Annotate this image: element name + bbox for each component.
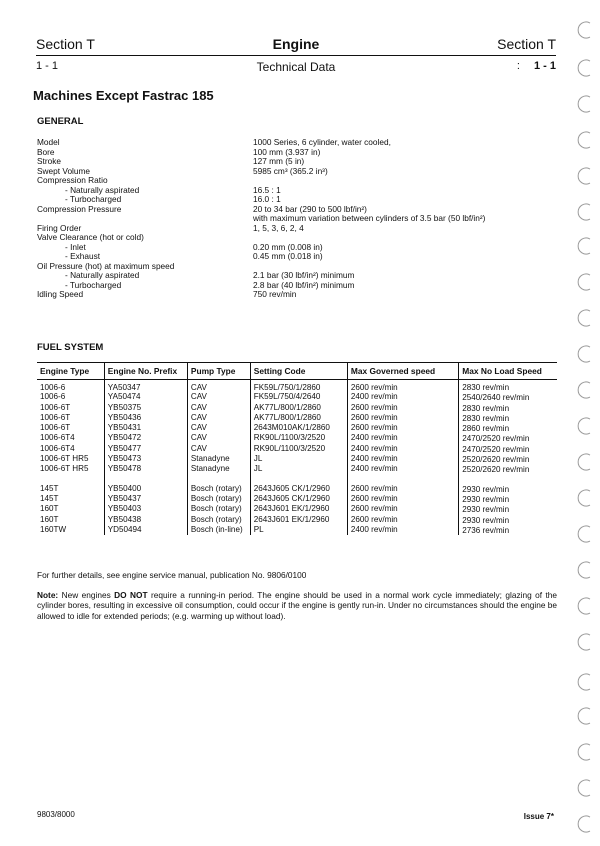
table-cell: 2470/2520 rev/min [462, 444, 530, 454]
table-cell: JL [250, 464, 347, 474]
table-cell: FK59L/750/1/2860 [250, 380, 347, 393]
table-cell: 160TW [37, 525, 104, 535]
spec-row [37, 167, 557, 177]
fuel-system-section-title: FUEL SYSTEM [37, 342, 104, 353]
table-cell: Stanadyne [187, 454, 250, 464]
spec-value: 16.0 : 1 [253, 194, 281, 204]
table-cell: CAV [187, 403, 250, 413]
spec-label: - Exhaust [65, 251, 101, 261]
table-cell: 2400 rev/min [347, 444, 458, 454]
table-cell: YB50403 [104, 504, 187, 514]
binder-mark [578, 168, 590, 184]
binder-mark [578, 238, 590, 254]
table-cell: 2520/2620 rev/min [462, 455, 530, 465]
table-row [37, 464, 557, 474]
spec-value: 2.1 bar (30 lbf/in²) minimum [253, 270, 355, 280]
table-cell: 160T [37, 515, 104, 525]
table-cell: 2520/2620 rev/min [462, 465, 530, 475]
column-header: Setting Code [250, 363, 347, 380]
spec-row [37, 281, 557, 291]
spec-label: Bore [37, 146, 55, 157]
binder-mark [578, 708, 590, 724]
table-cell: CAV [187, 392, 250, 402]
binder-mark [578, 418, 590, 434]
table-cell: Stanadyne [187, 464, 250, 474]
note-emphasis: DO NOT [114, 590, 148, 600]
table-cell: YD50494 [104, 525, 187, 535]
table-body [37, 380, 557, 536]
binder-mark [578, 346, 590, 362]
table-spacer-cell [37, 475, 104, 484]
binder-mark [578, 96, 590, 112]
spec-label: Valve Clearance (hot or cold) [37, 232, 144, 242]
spec-label: Idling Speed [37, 289, 84, 299]
table-cell: YB50477 [104, 444, 187, 454]
section-left: Section T [36, 36, 95, 52]
spec-value: 16.5 : 1 [253, 184, 281, 195]
table-cell: 2830 rev/min [462, 413, 510, 423]
spec-value: 2.8 bar (40 lbf/in²) minimum [253, 279, 355, 290]
table-cell: 1006-6 [37, 380, 104, 393]
table-cell: AK77L/800/1/2860 [250, 413, 347, 423]
spec-label: Compression Ratio [37, 175, 108, 185]
spec-label: Model [37, 137, 60, 147]
spec-value: 100 mm (3.937 in) [253, 146, 321, 157]
spec-label: - Turbocharged [65, 279, 122, 290]
header-divider [36, 55, 556, 56]
binder-mark [578, 274, 590, 290]
table-row [37, 494, 557, 504]
binder-mark [578, 22, 590, 38]
table-row [37, 413, 557, 423]
spec-value: 127 mm (5 in) [253, 156, 305, 166]
table-cell: 2540/2640 rev/min [462, 393, 530, 403]
page-title: Engine [272, 36, 320, 52]
table-cell: 2643J601 EK/1/2960 [250, 515, 347, 525]
table-cell: 2643J601 EK/1/2960 [250, 504, 347, 514]
table-spacer-cell [459, 475, 557, 484]
table-row [37, 454, 557, 464]
table-cell: 2400 rev/min [347, 464, 458, 474]
table-cell: PL [250, 525, 347, 535]
table-cell: 2930 rev/min [462, 515, 510, 525]
table-cell: 2860 rev/min [462, 424, 510, 434]
binder-mark [578, 454, 590, 470]
table-header-row [37, 363, 557, 380]
table-cell: 2930 rev/min [462, 494, 510, 504]
table-cell: 2400 rev/min [347, 525, 458, 535]
page-number-right-value: 1 - 1 [533, 60, 556, 72]
page-header [36, 36, 556, 56]
fuel-system-table-wrapper [37, 362, 557, 535]
table-cell: 1006-6T4 [37, 433, 104, 443]
spec-label: Compression Pressure [37, 203, 122, 214]
table-cell: 1006-6 [37, 392, 104, 402]
binder-mark [578, 780, 590, 796]
spec-label: Stroke [37, 156, 61, 166]
table-cell: CAV [187, 433, 250, 443]
table-cell: 1006-6T [37, 423, 104, 433]
spec-label: Swept Volume [37, 165, 91, 176]
binder-mark [578, 562, 590, 578]
table-cell: Bosch (rotary) [187, 504, 250, 514]
table-cell: 145T [37, 484, 104, 494]
table-cell: 2600 rev/min [347, 494, 458, 504]
binder-mark [578, 674, 590, 690]
table-cell: 2643M010AK/1/2860 [250, 423, 347, 433]
table-row [37, 484, 557, 494]
binder-mark [578, 60, 590, 76]
table-cell: 2600 rev/min [347, 484, 458, 494]
table-cell: YB50437 [104, 494, 187, 504]
table-cell: YB50400 [104, 484, 187, 494]
column-header: Pump Type [187, 363, 250, 380]
table-spacer-cell [104, 475, 187, 484]
table-row [37, 444, 557, 454]
table-cell: 2830 rev/min [462, 383, 510, 392]
issue-number: Issue 7* [523, 812, 554, 821]
binder-mark [578, 382, 590, 398]
table-cell: JL [250, 454, 347, 464]
table-cell: 160T [37, 504, 104, 514]
table-spacer-cell [250, 475, 347, 484]
table-cell: Bosch (rotary) [187, 494, 250, 504]
table-cell: 2643J605 CK/1/2960 [250, 484, 347, 494]
note-paragraph [37, 590, 557, 621]
binder-mark [578, 598, 590, 614]
column-header: Engine No. Prefix [104, 363, 187, 380]
spec-value: 0.20 mm (0.008 in) [253, 241, 323, 252]
binder-mark [578, 744, 590, 760]
spec-label: - Naturally aspirated [65, 184, 140, 195]
table-cell: 2600 rev/min [347, 423, 458, 433]
binder-mark [578, 490, 590, 506]
table-row [37, 433, 557, 443]
main-heading: Machines Except Fastrac 185 [33, 88, 214, 103]
table-cell: YB50478 [104, 464, 187, 474]
table-cell: YB50436 [104, 413, 187, 423]
table-cell: YB50438 [104, 515, 187, 525]
table-row [37, 504, 557, 514]
table-cell: Bosch (in-line) [187, 525, 250, 535]
spec-value: 0.45 mm (0.018 in) [253, 251, 323, 261]
spec-label: Firing Order [37, 222, 82, 233]
table-cell: 2600 rev/min [347, 515, 458, 525]
table-cell: YB50375 [104, 403, 187, 413]
table-cell: RK90L/1100/3/2520 [250, 433, 347, 443]
binder-hole-marks [564, 0, 600, 846]
spec-label: - Turbocharged [65, 194, 122, 204]
publication-number: 9803/8000 [37, 810, 75, 819]
page-number-left: 1 - 1 [36, 60, 59, 72]
table-cell: 2600 rev/min [347, 380, 458, 393]
table-cell: 2470/2520 rev/min [462, 434, 530, 444]
table-cell: 1006-6T HR5 [37, 464, 104, 474]
spec-label: - Inlet [65, 241, 86, 252]
table-row [37, 403, 557, 413]
table-cell: 2643J605 CK/1/2960 [250, 494, 347, 504]
binder-mark [578, 526, 590, 542]
binder-mark [578, 132, 590, 148]
table-cell: CAV [187, 444, 250, 454]
binder-mark [578, 634, 590, 650]
table-row [37, 525, 557, 535]
table-spacer-cell [187, 475, 250, 484]
table-cell: RK90L/1100/3/2520 [250, 444, 347, 454]
table-cell: CAV [187, 423, 250, 433]
binder-mark [578, 310, 590, 326]
page-subtitle: Technical Data [256, 60, 336, 74]
table-cell: Bosch (rotary) [187, 484, 250, 494]
spec-label: Oil Pressure (hot) at maximum speed [37, 260, 175, 271]
note-text-a: New engines [58, 590, 115, 600]
table-spacer-row [37, 475, 557, 484]
fuel-system-table [37, 362, 557, 535]
general-spec-list [37, 138, 557, 300]
spec-value: with maximum variation between cylinders of 3.5 bar (50 lbf/in²) [253, 213, 486, 223]
table-cell: 1006-6T HR5 [37, 454, 104, 464]
table-cell: YA50347 [104, 380, 187, 393]
table-cell: 2930 rev/min [462, 505, 510, 515]
spec-value: 5985 cm³ (365.2 in³) [253, 165, 328, 176]
spec-value: 20 to 34 bar (290 to 500 lbf/in²) [253, 203, 367, 214]
table-spacer-cell [347, 475, 458, 484]
table-cell: 1006-6T4 [37, 444, 104, 454]
section-right: Section T [497, 36, 556, 52]
table-cell: 2400 rev/min [347, 433, 458, 443]
table-cell: 145T [37, 494, 104, 504]
table-cell: 2736 rev/min [462, 525, 510, 535]
note-text-b: require a running-in period. The engine should be used in a normal work cycle immediately; glazing of the cylinder bores, resulting in excessive oil consumption, could occur if the engine is gently run-in. Under no circumstances should the engine be allowed to idle for extended periods; (e.g. warming up without load). [37, 590, 558, 621]
table-cell: CAV [187, 413, 250, 423]
table-cell: Bosch (rotary) [187, 515, 250, 525]
table-cell: 2830 rev/min [462, 403, 510, 413]
table-cell: AK77L/800/1/2860 [250, 403, 347, 413]
table-cell: 1006-6T [37, 403, 104, 413]
table-cell: YB50472 [104, 433, 187, 443]
table-cell: 2930 rev/min [462, 484, 510, 494]
page-subheader [36, 60, 556, 76]
column-header: Max Governed speed [347, 363, 458, 380]
table-row [37, 423, 557, 433]
table-cell: 1006-6T [37, 413, 104, 423]
table-row [37, 392, 557, 402]
binder-mark [578, 204, 590, 220]
spec-value: 750 rev/min [253, 289, 297, 299]
table-cell: 2600 rev/min [347, 504, 458, 514]
table-cell: YA50474 [104, 392, 187, 402]
table-cell: CAV [187, 380, 250, 393]
note-label: Note: [37, 590, 59, 600]
table-cell: YB50431 [104, 423, 187, 433]
further-details-text: For further details, see engine service manual, publication No. 9806/0100 [37, 570, 307, 580]
page-number-colon: : [516, 60, 520, 72]
spec-value: 1000 Series, 6 cylinder, water cooled, [253, 137, 391, 147]
table-cell: 2600 rev/min [347, 413, 458, 423]
table-cell: FK59L/750/4/2640 [250, 392, 347, 402]
table-cell: 2600 rev/min [347, 403, 458, 413]
table-cell: 2400 rev/min [347, 454, 458, 464]
spec-row [37, 290, 557, 300]
column-header: Max No Load Speed [459, 363, 557, 380]
table-row [37, 515, 557, 525]
general-section-title: GENERAL [37, 116, 84, 127]
page-number-right [517, 60, 556, 72]
column-header: Engine Type [37, 363, 104, 380]
table-row [37, 380, 557, 393]
binder-mark [578, 816, 590, 832]
spec-value: 1, 5, 3, 6, 2, 4 [253, 222, 304, 233]
table-cell: 2400 rev/min [347, 392, 458, 402]
spec-label: - Naturally aspirated [65, 270, 140, 280]
table-cell: YB50473 [104, 454, 187, 464]
